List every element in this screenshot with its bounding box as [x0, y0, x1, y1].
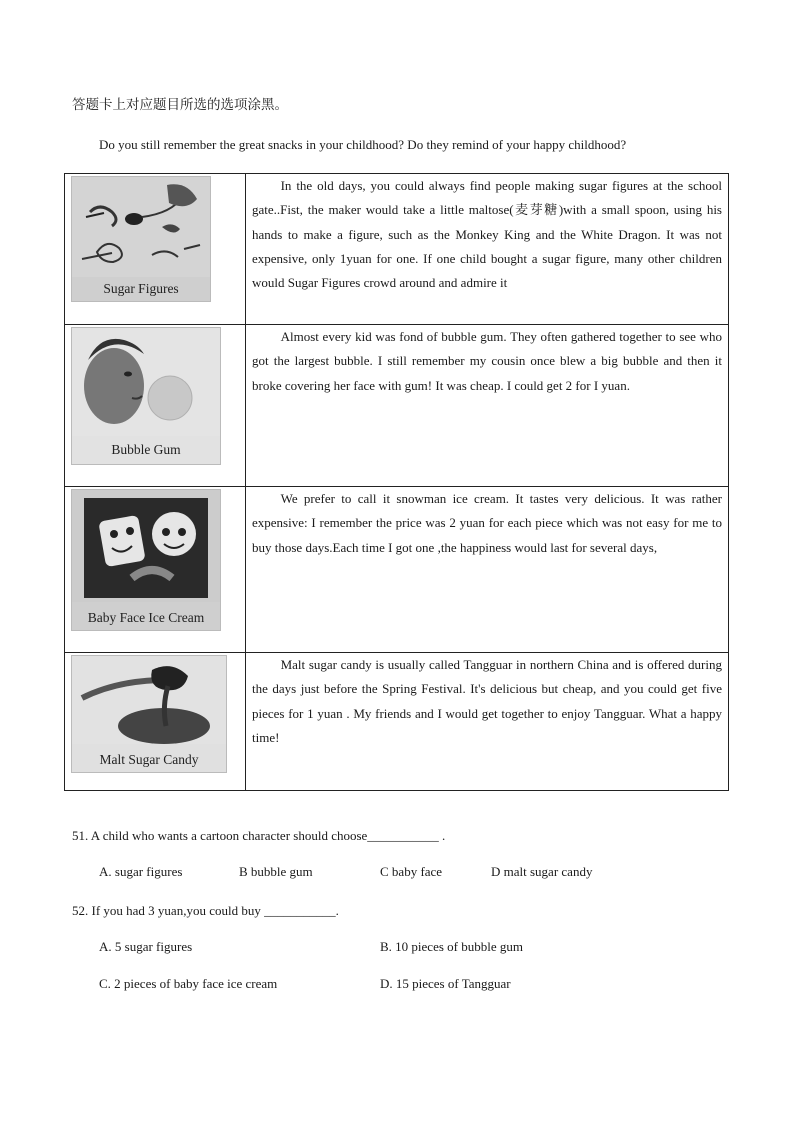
instruction-text: 答题卡上对应题目所选的选项涂黑。 [72, 97, 288, 113]
option-51-b[interactable]: B bubble gum [239, 864, 313, 879]
sugar-figures-illustration [72, 177, 210, 277]
bubble-gum-illustration [72, 328, 220, 436]
option-51-d[interactable]: D malt sugar candy [491, 864, 593, 879]
malt-candy-illustration [72, 656, 226, 744]
table-row [65, 174, 729, 325]
option-51-c[interactable]: C baby face [380, 864, 443, 879]
image-cell [65, 174, 246, 325]
table-row [65, 487, 729, 653]
photo-caption: Baby Face Ice Cream [87, 610, 205, 625]
table-row [65, 653, 729, 791]
image-cell [65, 325, 246, 487]
image-cell [65, 487, 246, 653]
sugar-figures-photo [71, 176, 211, 302]
text-cell [246, 174, 729, 325]
text-cell [246, 653, 729, 791]
text-cell [246, 487, 729, 653]
text-cell [246, 325, 729, 487]
image-cell [65, 653, 246, 791]
snack-description: Almost every kid was fond of bubble gum. They often gathered together to see who got the largest bubble. I still remember my cousin once blew a big bubble and then it broke covering her face with gum! It was cheap. I could get 2 for I yuan. [252, 329, 722, 393]
photo-caption: Sugar Figures [103, 281, 179, 296]
baby-face-ice-cream-photo [71, 489, 221, 631]
photo-caption: Bubble Gum [111, 442, 181, 457]
table-row [65, 325, 729, 487]
option-52-a[interactable]: A. 5 sugar figures [99, 939, 193, 954]
snack-description: In the old days, you could always find people making sugar figures at the school gate..Fist, the maker would take a little maltose(麦芽糖)with a small spoon, using his hands to make a figure, such as the Monkey King and the White Dragon. It was not expensive, only 1yuan for one. If one child bought a sugar figure, many other children would Sugar Figures crowd around and admire it [252, 178, 722, 291]
option-52-c[interactable]: C. 2 pieces of baby face ice cream [99, 976, 278, 991]
intro-text: Do you still remember the great snacks in your childhood? Do they remind of your happy childhood? [99, 137, 627, 152]
malt-sugar-candy-photo [71, 655, 227, 773]
option-52-d[interactable]: D. 15 pieces of Tangguar [380, 976, 511, 991]
bubble-gum-photo [71, 327, 221, 465]
snack-description: Malt sugar candy is usually called Tangguar in northern China and is offered during the days just before the Spring Festival. It's delicious but cheap, and you could get five pieces for 1 yuan . My friends and I would get together to enjoy Tangguar. What a happy time! [252, 657, 722, 745]
photo-caption: Malt Sugar Candy [99, 752, 199, 767]
option-51-a[interactable]: A. sugar figures [99, 864, 183, 879]
option-52-b[interactable]: B. 10 pieces of bubble gum [380, 939, 523, 954]
snacks-table [64, 173, 729, 791]
baby-face-illustration [72, 490, 220, 602]
snack-description: We prefer to call it snowman ice cream. It tastes very delicious. It was rather expensive: I remember the price was 2 yuan for each piece which was not easy for me to buy those days.Each time I got one ,the happiness would last for several days, [252, 491, 722, 555]
question-51-stem: 51. A child who wants a cartoon character should choose___________ . [72, 828, 446, 843]
question-52-stem: 52. If you had 3 yuan,you could buy ___________. [72, 903, 339, 918]
